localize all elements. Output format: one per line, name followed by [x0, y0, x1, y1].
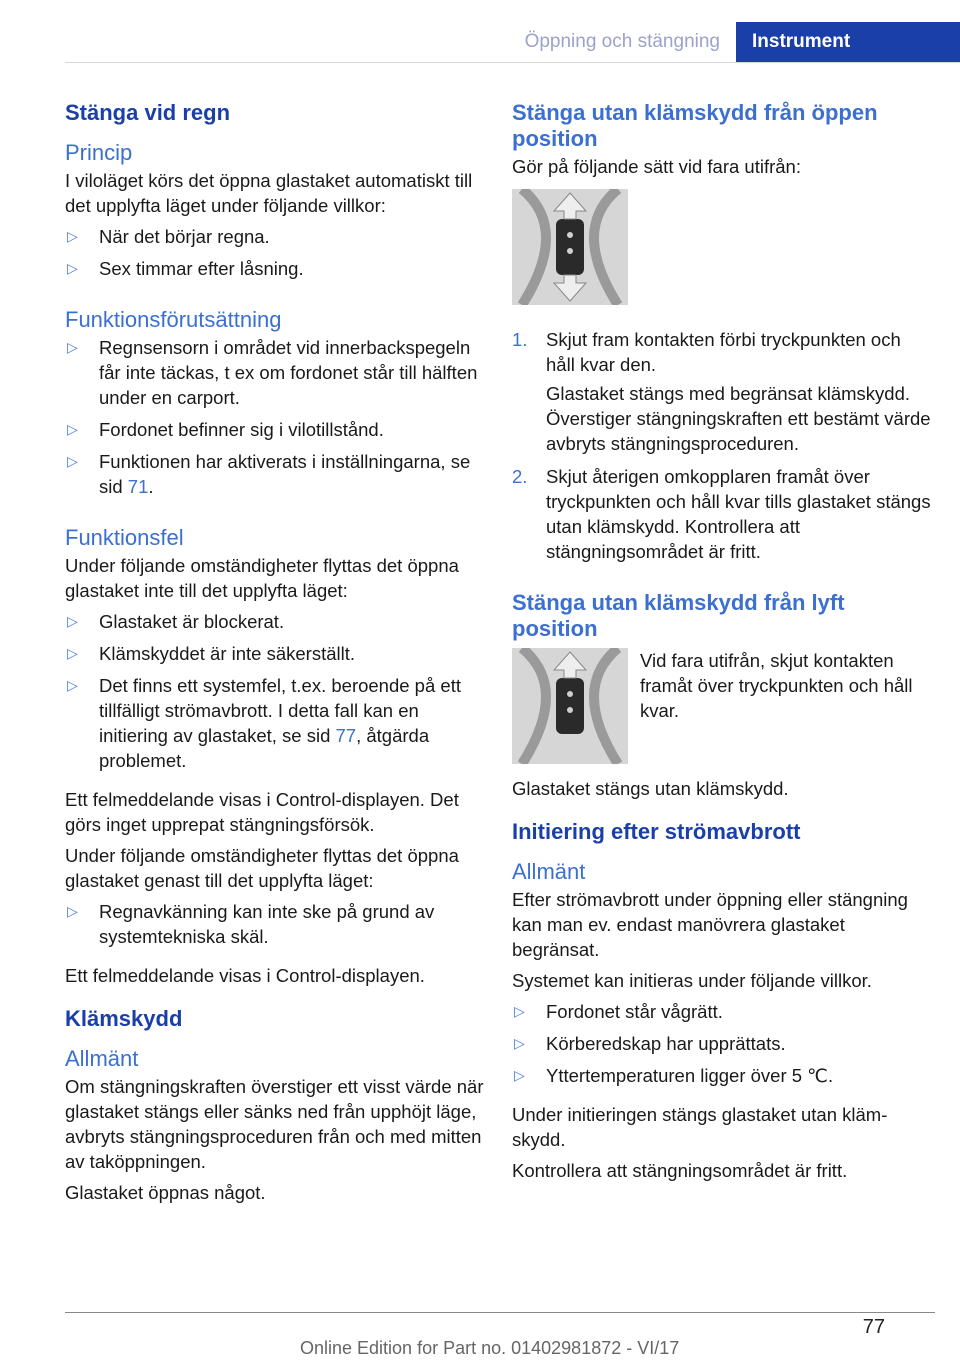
- heading-stanga-utan-klamskydd-oppen: Stänga utan klämskydd från öppen position: [512, 100, 878, 151]
- header-chapter-tab: Instrument: [736, 22, 960, 62]
- princip-text: I viloläget körs det öppna glastaket automatiskt till det upplyfta läget under följande villkor:: [65, 170, 473, 216]
- right-column: [512, 100, 932, 1189]
- fel-list-2: [65, 899, 485, 949]
- left-column: [65, 100, 485, 1211]
- init-list: [512, 999, 932, 1088]
- roof-switch-illustration-lift: [512, 648, 628, 764]
- switch-icon: [512, 648, 628, 764]
- list-item: ▷ Sex timmar efter låsning.: [65, 256, 485, 281]
- allmant-text: Om stängningskraften överstiger ett visst värde när glastaket stängs eller sänks ned från upphöjt läge, avbryts stängningsproceduren från och med mitten av taköppningen.: [65, 1076, 484, 1172]
- list-item: 2. Skjut återigen omkopplaren framåt över tryckpunkten och håll kvar tills glastaket stängs utan klämskydd. Kontrollera att stängningsområdet är fritt.: [512, 466, 931, 562]
- page-ref-link[interactable]: 77: [335, 725, 357, 746]
- lyft-text: Vid fara utifrån, skjut kontakten framåt över tryckpunkten och håll kvar.: [640, 650, 913, 721]
- page-ref-link[interactable]: 71: [127, 476, 149, 497]
- list-item: ▷ Regnsensorn i området vid innerbackspegeln får inte täckas, t ex om fordonet står till hälften under en carport.: [65, 335, 485, 410]
- fel-text-2: Under följande omständigheter flyttas det öppna glastaket genast till det upplyfta läget:: [65, 845, 459, 891]
- list-item: ▷ Yttertemperaturen ligger över 5 ℃.: [512, 1063, 932, 1088]
- page-number: 77: [862, 1316, 885, 1338]
- list-item: ▷ Funktionen har aktiverats i inställningarna, se sid 71.: [65, 449, 485, 499]
- heading-stanga-utan-klamskydd-lyft: Stänga utan klämskydd från lyft position: [512, 590, 845, 641]
- heading-allmant-2: Allmänt: [512, 859, 586, 884]
- list-item: ▷ Det finns ett systemfel, t.ex. beroende på ett tillfälligt strömavbrott. I detta fall kan en initiering av glastaket, se sid 77, åtgärda problemet.: [65, 673, 485, 773]
- allmant-text-2: Glastaket öppnas något.: [65, 1182, 266, 1203]
- init-text-4: Kontrollera att stängningsområdet är fritt.: [512, 1160, 848, 1181]
- forutsattning-list: [65, 335, 485, 499]
- roof-switch-illustration-open: [512, 189, 628, 305]
- lyft-result: Glastaket stängs utan klämskydd.: [512, 778, 789, 799]
- fel-text: Under följande omständigheter flyttas det öppna glastaket inte till det upplyfta läget:: [65, 555, 459, 601]
- heading-stanga-vid-regn: Stänga vid regn: [65, 100, 231, 125]
- fel-message-1: Ett felmeddelande visas i Control-displayen. Det görs inget upprepat stängningsförsök.: [65, 789, 459, 835]
- list-item: ▷ Körberedskap har upprättats.: [512, 1031, 932, 1056]
- heading-initiering: Initiering efter strömavbrott: [512, 819, 801, 844]
- list-item: ▷ Glastaket är blockerat.: [65, 609, 485, 634]
- footer-divider: [65, 1312, 935, 1313]
- heading-princip: Princip: [65, 140, 133, 165]
- heading-klamskydd: Klämskydd: [65, 1006, 183, 1031]
- fel-list: [65, 609, 485, 773]
- steps-list: [512, 327, 932, 564]
- init-text: Efter strömavbrott under öppning eller stängning kan man ev. endast manövrera glastaket begränsat.: [512, 889, 908, 960]
- list-item: ▷ Fordonet står vågrätt.: [512, 999, 932, 1024]
- init-text-3: Under initieringen stängs glastaket utan klämskydd.: [512, 1104, 888, 1150]
- fel-message-2: Ett felmeddelande visas i Control-displayen.: [65, 965, 425, 986]
- list-item: 1. Skjut fram kontakten förbi tryckpunkten och håll kvar den. Glastaket stängs med begränsat klämskydd. Överstiger stängningskraften ett bestämt värde avbryts stängningsproceduren.: [512, 329, 931, 454]
- princip-list: [65, 224, 485, 281]
- switch-icon: [512, 189, 628, 305]
- heading-funktionsfel: Funktionsfel: [65, 525, 184, 550]
- list-item: ▷ Regnavkänning kan inte ske på grund av systemtekniska skäl.: [65, 899, 485, 949]
- heading-funktionsforutsattning: Funktionsförutsättning: [65, 307, 282, 332]
- list-item: ▷ Klämskyddet är inte säkerställt.: [65, 641, 485, 666]
- page-header: [65, 22, 960, 63]
- init-text-2: Systemet kan initieras under följande villkor.: [512, 970, 872, 991]
- list-item: ▷ Fordonet befinner sig i vilotillstånd.: [65, 417, 485, 442]
- oppen-text: Gör på följande sätt vid fara utifrån:: [512, 156, 801, 177]
- footer-edition: Online Edition for Part no. 01402981872 - VI/17: [300, 1338, 680, 1358]
- list-item: ▷ När det börjar regna.: [65, 224, 485, 249]
- header-section-title: Öppning och stängning: [524, 31, 720, 52]
- heading-allmant: Allmänt: [65, 1046, 139, 1071]
